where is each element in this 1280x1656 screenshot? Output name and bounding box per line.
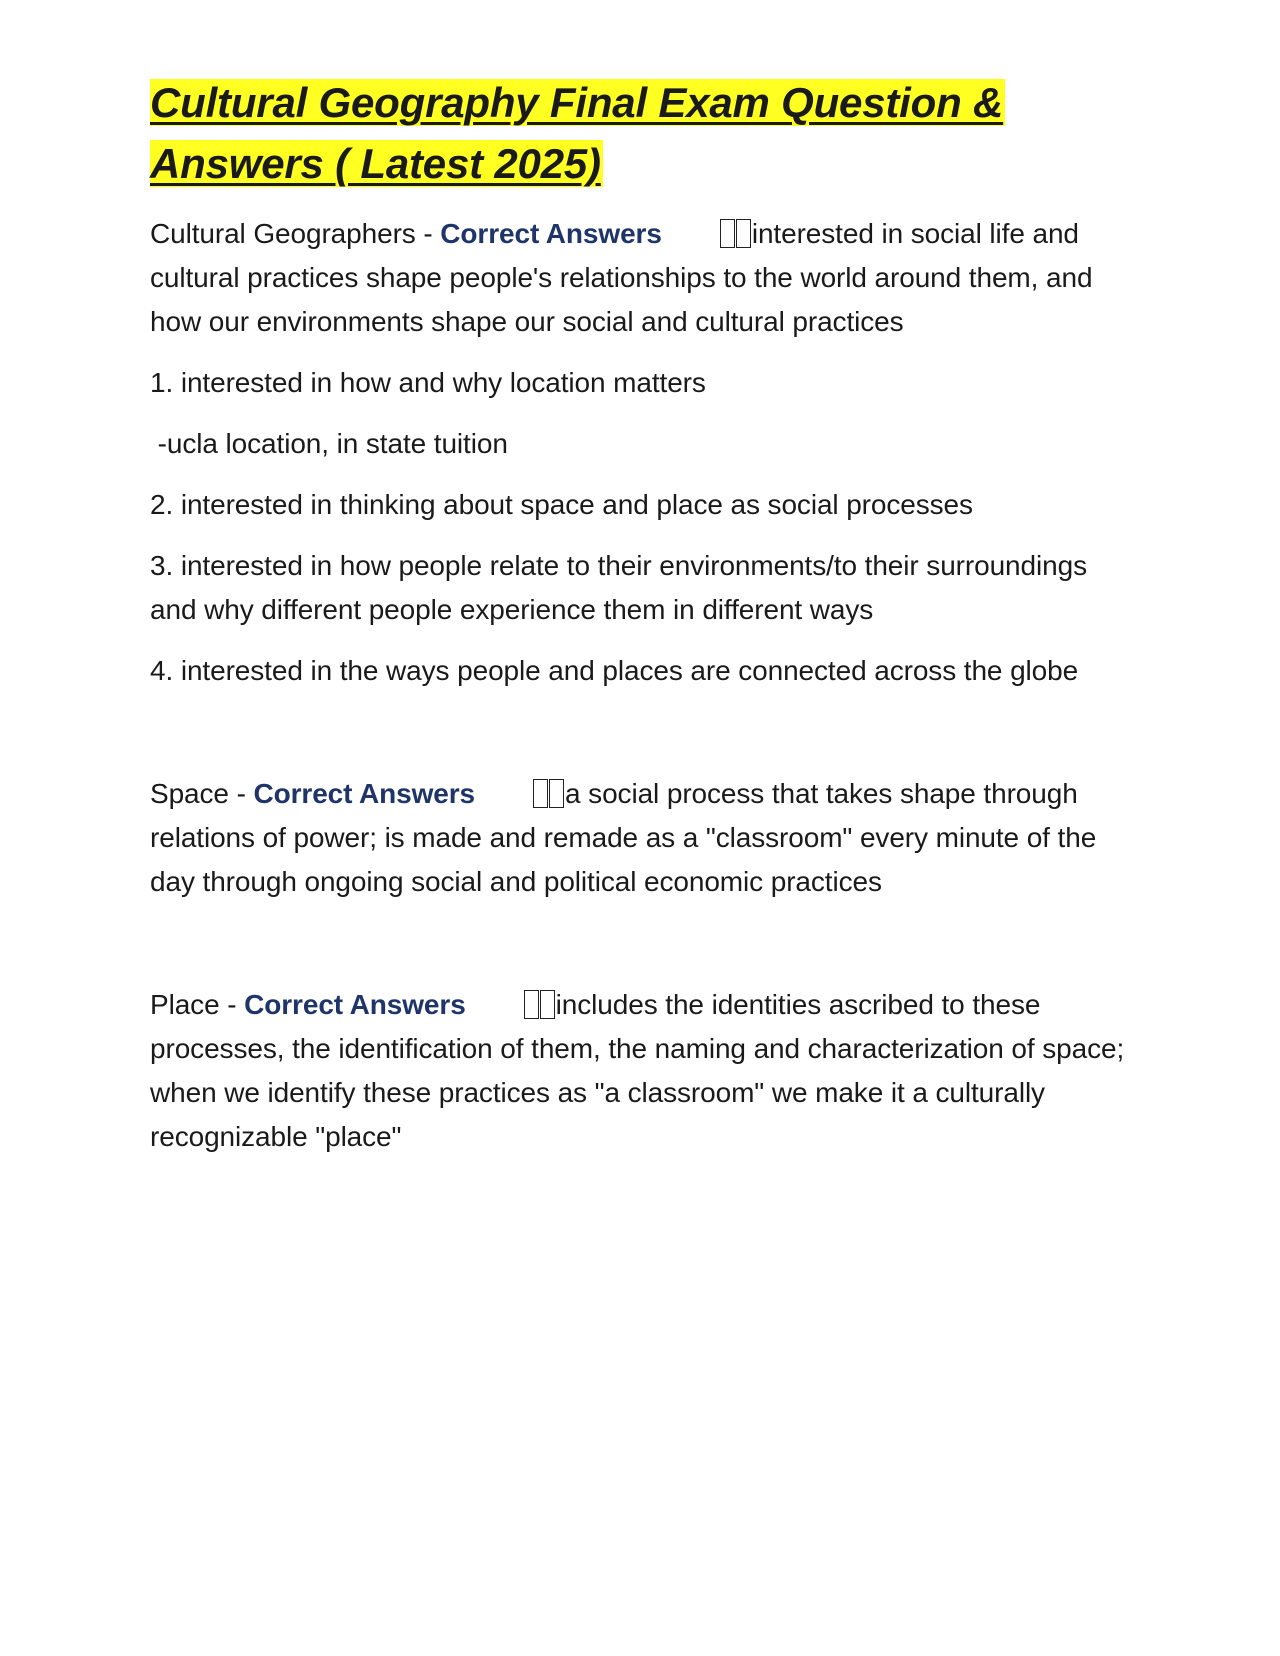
title-line-2: Answers ( Latest 2025) [150,140,601,187]
missing-glyph-icon [524,990,539,1019]
point-item: -ucla location, in state tuition [150,428,508,459]
point-item: 1. interested in how and why location matters [150,367,706,398]
correct-answers-label: Correct Answers [253,778,476,809]
missing-glyph-icon [533,779,548,808]
entry-definition: a social process that takes shape through relations of power; is made and remade as a "classroom" every minute of the day through ongoing social and political economic practices [150,778,1097,897]
missing-glyph-icon [720,219,735,248]
correct-answers-label: Correct Answers [440,218,662,249]
document-page [150,72,1140,1176]
point-item: 2. interested in thinking about space and place as social processes [150,489,973,520]
qa-entry-cultural-geographers [150,212,1140,344]
entry-term: Place - [150,989,245,1020]
qa-entry-space [150,772,1140,904]
point-item: 3. interested in how people relate to their environments/to their surroundings and why different people experience them in different ways [150,550,1087,625]
entry-term: Space - [150,778,254,809]
entry-term: Cultural Geographers - [150,218,441,249]
missing-glyph-icon [736,219,751,248]
spacer [150,921,1140,983]
point-item: 4. interested in the ways people and places are connected across the globe [150,655,1079,686]
qa-entry-place [150,983,1140,1159]
missing-glyph-icon [549,779,564,808]
missing-glyph-icon [540,990,555,1019]
correct-answers-label: Correct Answers [244,989,466,1020]
spacer [150,710,1140,772]
entry-definition: includes the identities ascribed to these processes, the identification of them, the naming and characterization of space; when we identify these practices as "a classroom" we make it a culturally recognizable "place" [150,989,1125,1152]
title-line-1: Cultural Geography Final Exam Question & [150,79,1004,126]
entry-definition: interested in social life and cultural practices shape people's relationships to the world around them, and how our environments shape our social and cultural practices [150,218,1093,337]
document-title [150,72,1140,194]
